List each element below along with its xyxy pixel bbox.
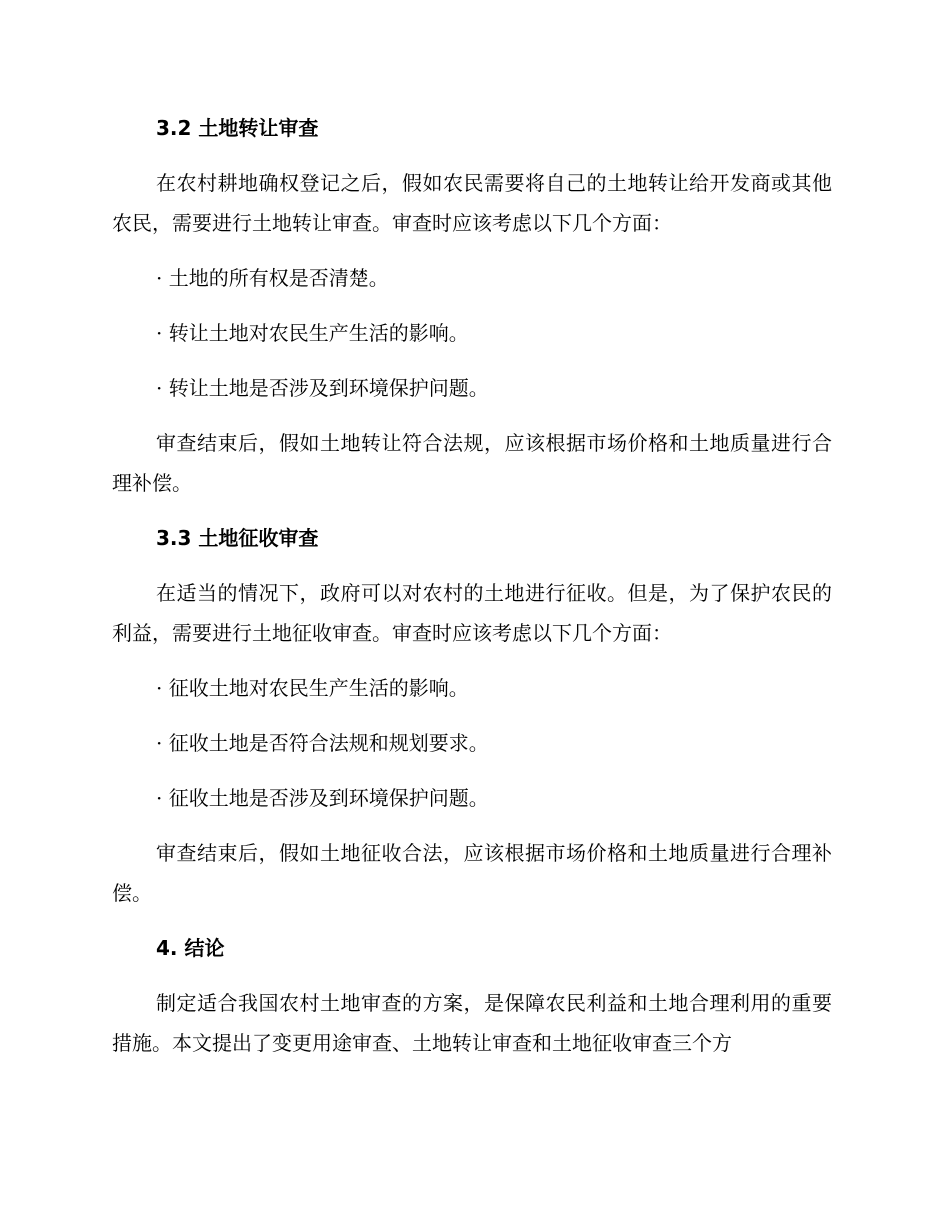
section-heading-3-2: 3.2 土地转让审查 [156, 116, 319, 140]
bullet-expropriation-compliance: · 征收土地是否符合法规和规划要求。 [156, 731, 489, 755]
paragraph-transfer-intro: 在农村耕地确权登记之后，假如农民需要将自己的土地转让给开发商或其他农民，需要进行土地转让审查。审查时应该考虑以下几个方面： [112, 171, 832, 235]
bullet-transfer-environment: · 转让土地是否涉及到环境保护问题。 [156, 376, 489, 400]
paragraph-expropriation-intro: 在适当的情况下，政府可以对农村的土地进行征收。但是，为了保护农民的利益，需要进行土地征收审查。审查时应该考虑以下几个方面： [112, 581, 832, 645]
paragraph-transfer-conclusion: 审查结束后，假如土地转让符合法规，应该根据市场价格和土地质量进行合理补偿。 [112, 431, 832, 495]
bullet-transfer-impact: · 转让土地对农民生产生活的影响。 [156, 321, 469, 345]
document-page [112, 108, 832, 1078]
bullet-ownership: · 土地的所有权是否清楚。 [156, 266, 389, 290]
section-heading-3-3: 3.3 土地征收审查 [156, 526, 319, 550]
bullet-expropriation-impact: · 征收土地对农民生产生活的影响。 [156, 676, 469, 700]
section-heading-4: 4. 结论 [156, 936, 225, 960]
paragraph-expropriation-conclusion: 审查结束后，假如土地征收合法，应该根据市场价格和土地质量进行合理补偿。 [112, 841, 832, 905]
paragraph-conclusion: 制定适合我国农村土地审查的方案，是保障农民利益和土地合理利用的重要措施。本文提出了变更用途审查、土地转让审查和土地征收审查三个方 [112, 991, 832, 1055]
bullet-expropriation-environment: · 征收土地是否涉及到环境保护问题。 [156, 786, 489, 810]
